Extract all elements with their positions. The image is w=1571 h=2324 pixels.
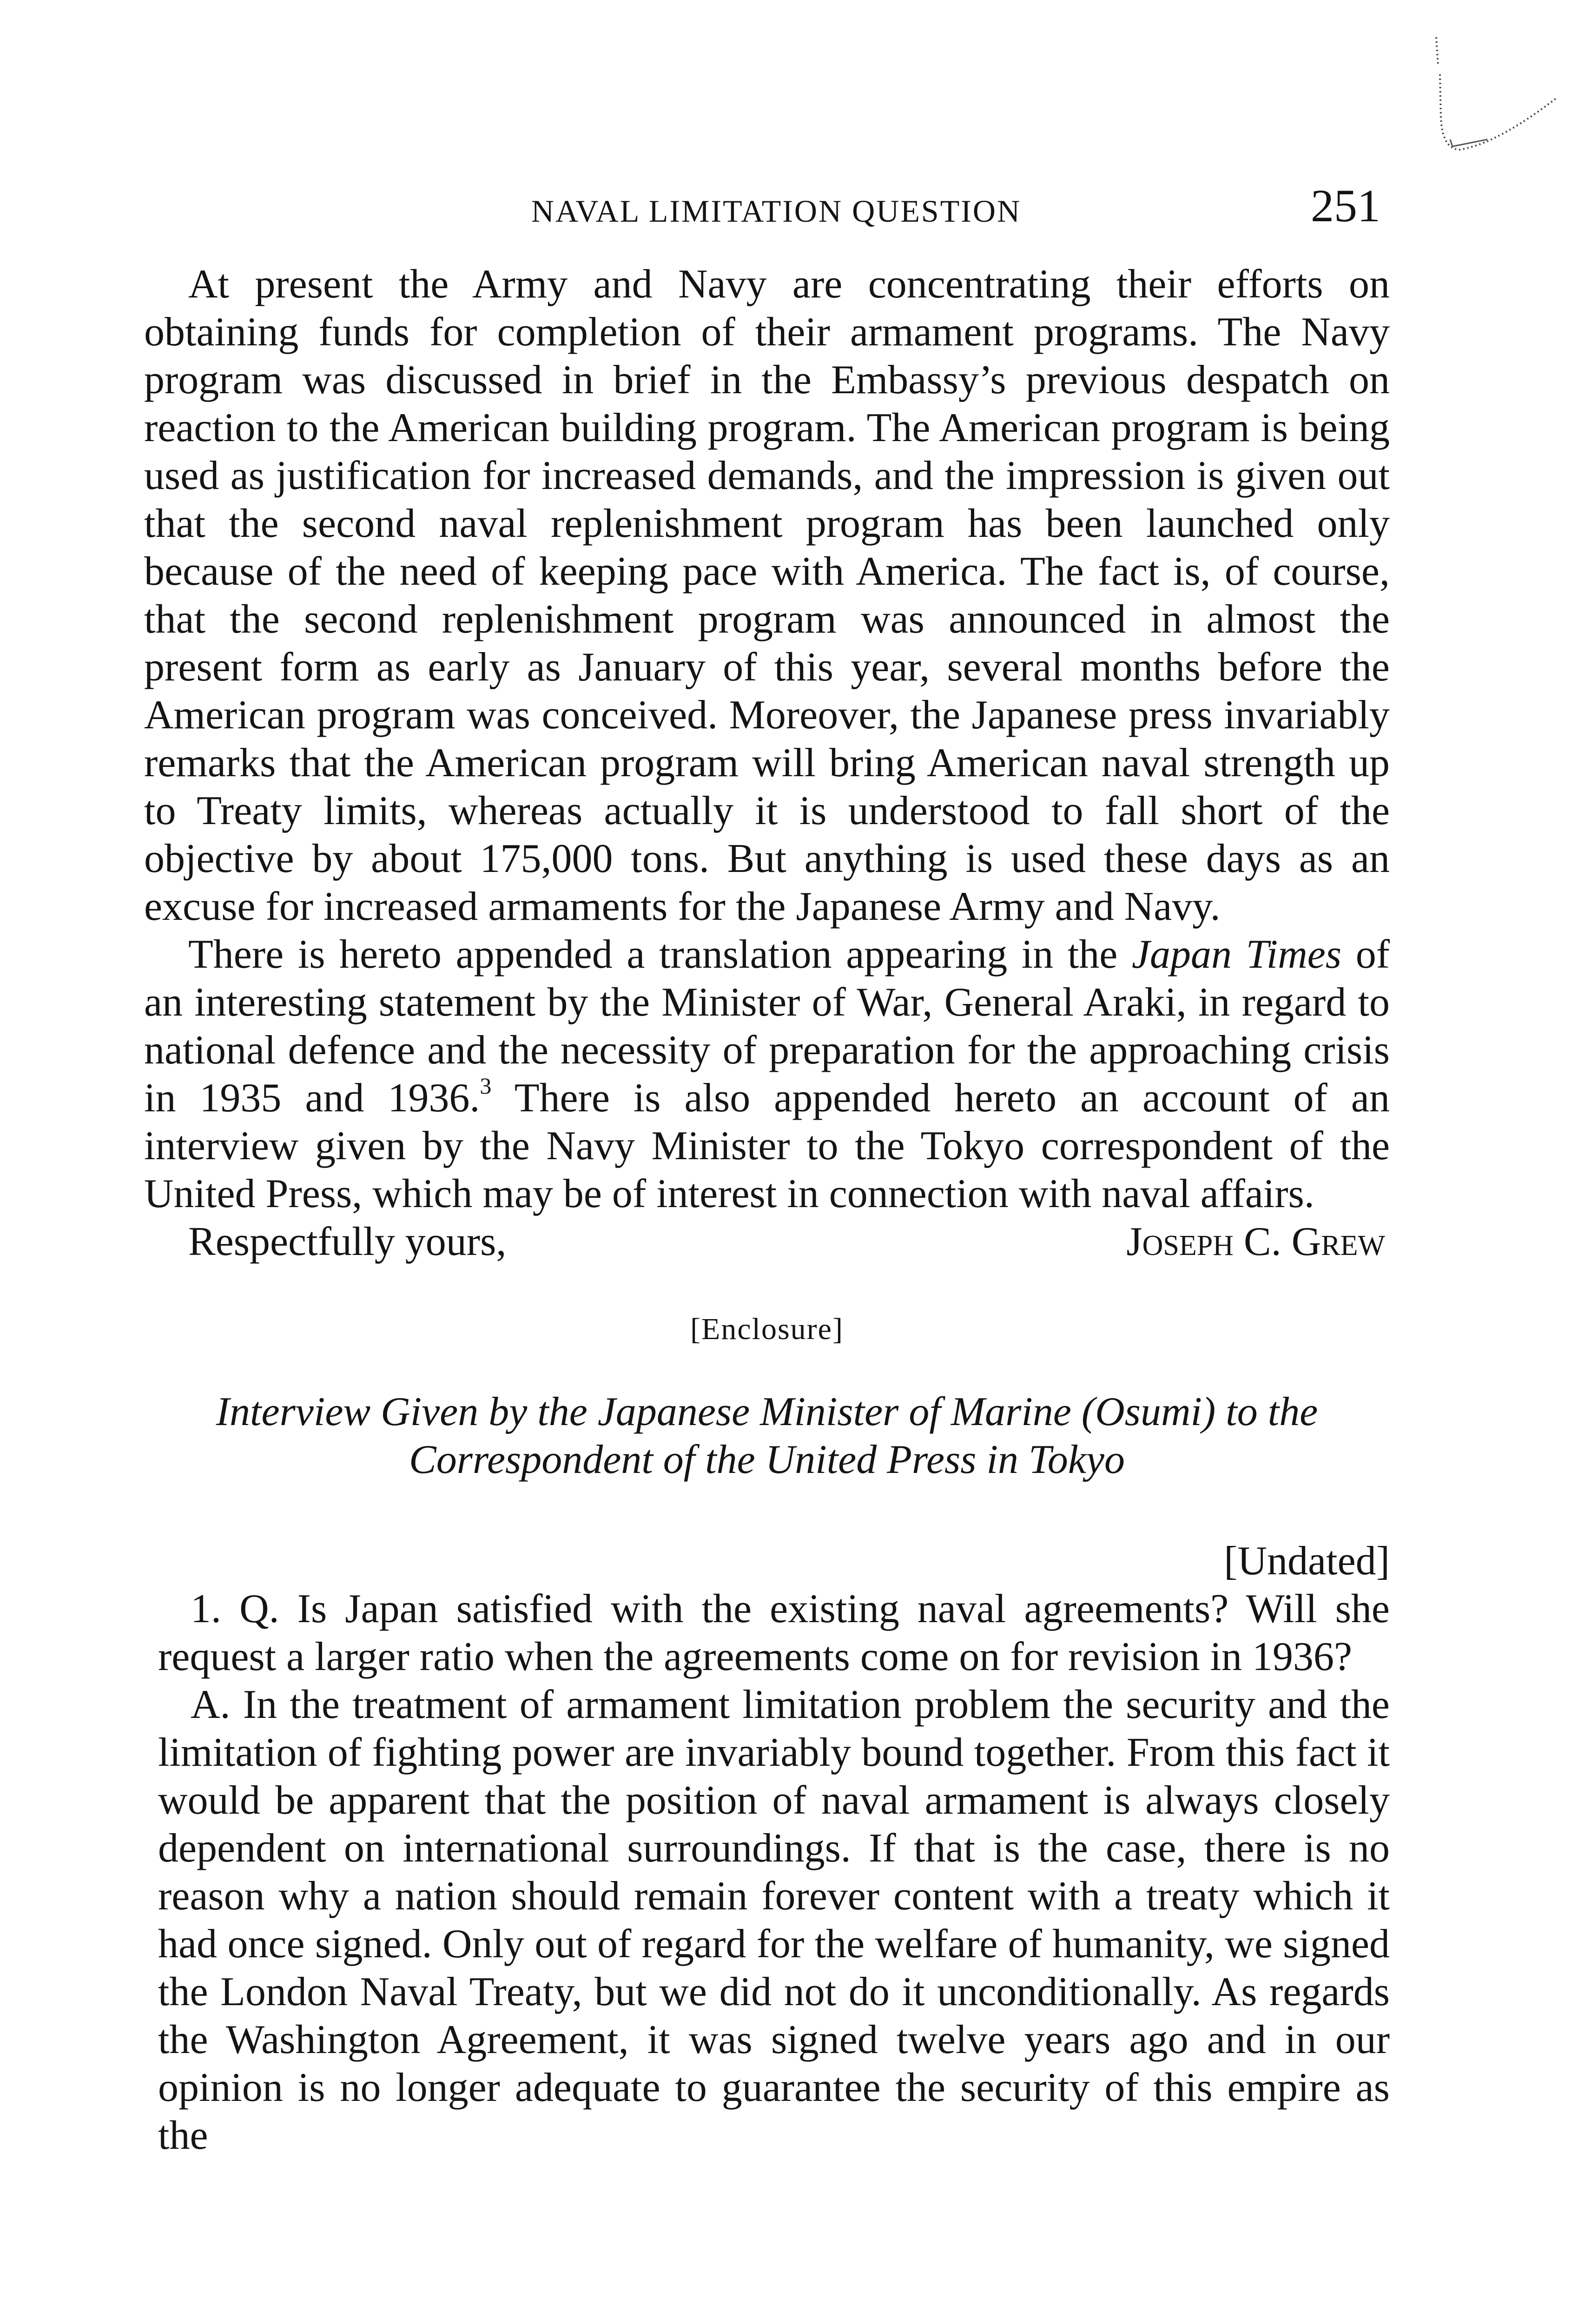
enclosure-date: [Undated] bbox=[1224, 1538, 1390, 1584]
interview bbox=[144, 1585, 1390, 2159]
question-1: 1. Q. Is Japan satisfied with the existing naval agreements? Will she request a larger ratio when the agreements come on for revision in 1936? bbox=[158, 1586, 1390, 1679]
paragraph-2: There is hereto appended a translation appearing in the Japan Times of an interesting statement by the Minister of War, General Araki, in regard to national defence and the necessity of preparation for the approaching crisis in 1935 and 1936.$^3$ There is also appended hereto an account of an interview given by the Navy Minister to the Tokyo correspondent of the United Press, which may be of interest in connection with naval affairs. bbox=[144, 932, 1390, 1216]
enclosure-label: [Enclosure] bbox=[690, 1312, 844, 1346]
body-text bbox=[144, 260, 1390, 2159]
signoff bbox=[144, 1218, 1390, 1266]
footnote-ref: 3 bbox=[480, 1073, 492, 1099]
signature: Joseph C. Grew bbox=[1126, 1219, 1385, 1264]
page-header bbox=[144, 174, 1390, 235]
enclosure-title: Interview Given by the Japanese Minister of Marine (Osumi) to the Correspondent of the United Press in Tokyo bbox=[216, 1389, 1318, 1482]
paragraph-1: At present the Army and Navy are concentrating their efforts on obtaining funds for completion of their armament programs. The Navy program was discussed in brief in the Embassy’s previous despatch on reaction to the American building program. The American program is being used as justification for increased demands, and the impression is given out that the second naval replenishment program has been launched only because of the need of keeping pace with America. The fact is, of course, that the second replenishment program was announced in almost the present form as early as January of this year, several months before the American program was conceived. Moreover, the Japanese press invariably remarks that the American program will bring American naval strength up to Treaty limits, whereas actually it is understood to fall short of the objective by about 175,000 tons. But anything is used these days as an excuse for increased armaments for the Japanese Army and Navy. bbox=[144, 262, 1390, 929]
answer-1: A. In the treatment of armament limitation problem the security and the limitation of fighting power are invariably bound together. From this fact it would be apparent that the position of naval armament is always closely dependent on international surroundings. If that is the case, there is no reason why a nation should remain forever content with a treaty which it had once signed. Only out of regard for the welfare of humanity, we signed the London Naval Treaty, but we did not do it unconditionally. As regards the Washington Agreement, it was signed twelve years ago and in our opinion is no longer adequate to guarantee the security of this empire as the bbox=[158, 1682, 1390, 2158]
publication-title: Japan Times bbox=[1131, 932, 1342, 977]
pencil-mark bbox=[1418, 28, 1571, 167]
closing: Respectfully yours, bbox=[188, 1219, 507, 1264]
page-number: 251 bbox=[1311, 180, 1380, 231]
running-title: NAVAL LIMITATION QUESTION bbox=[531, 193, 1022, 229]
